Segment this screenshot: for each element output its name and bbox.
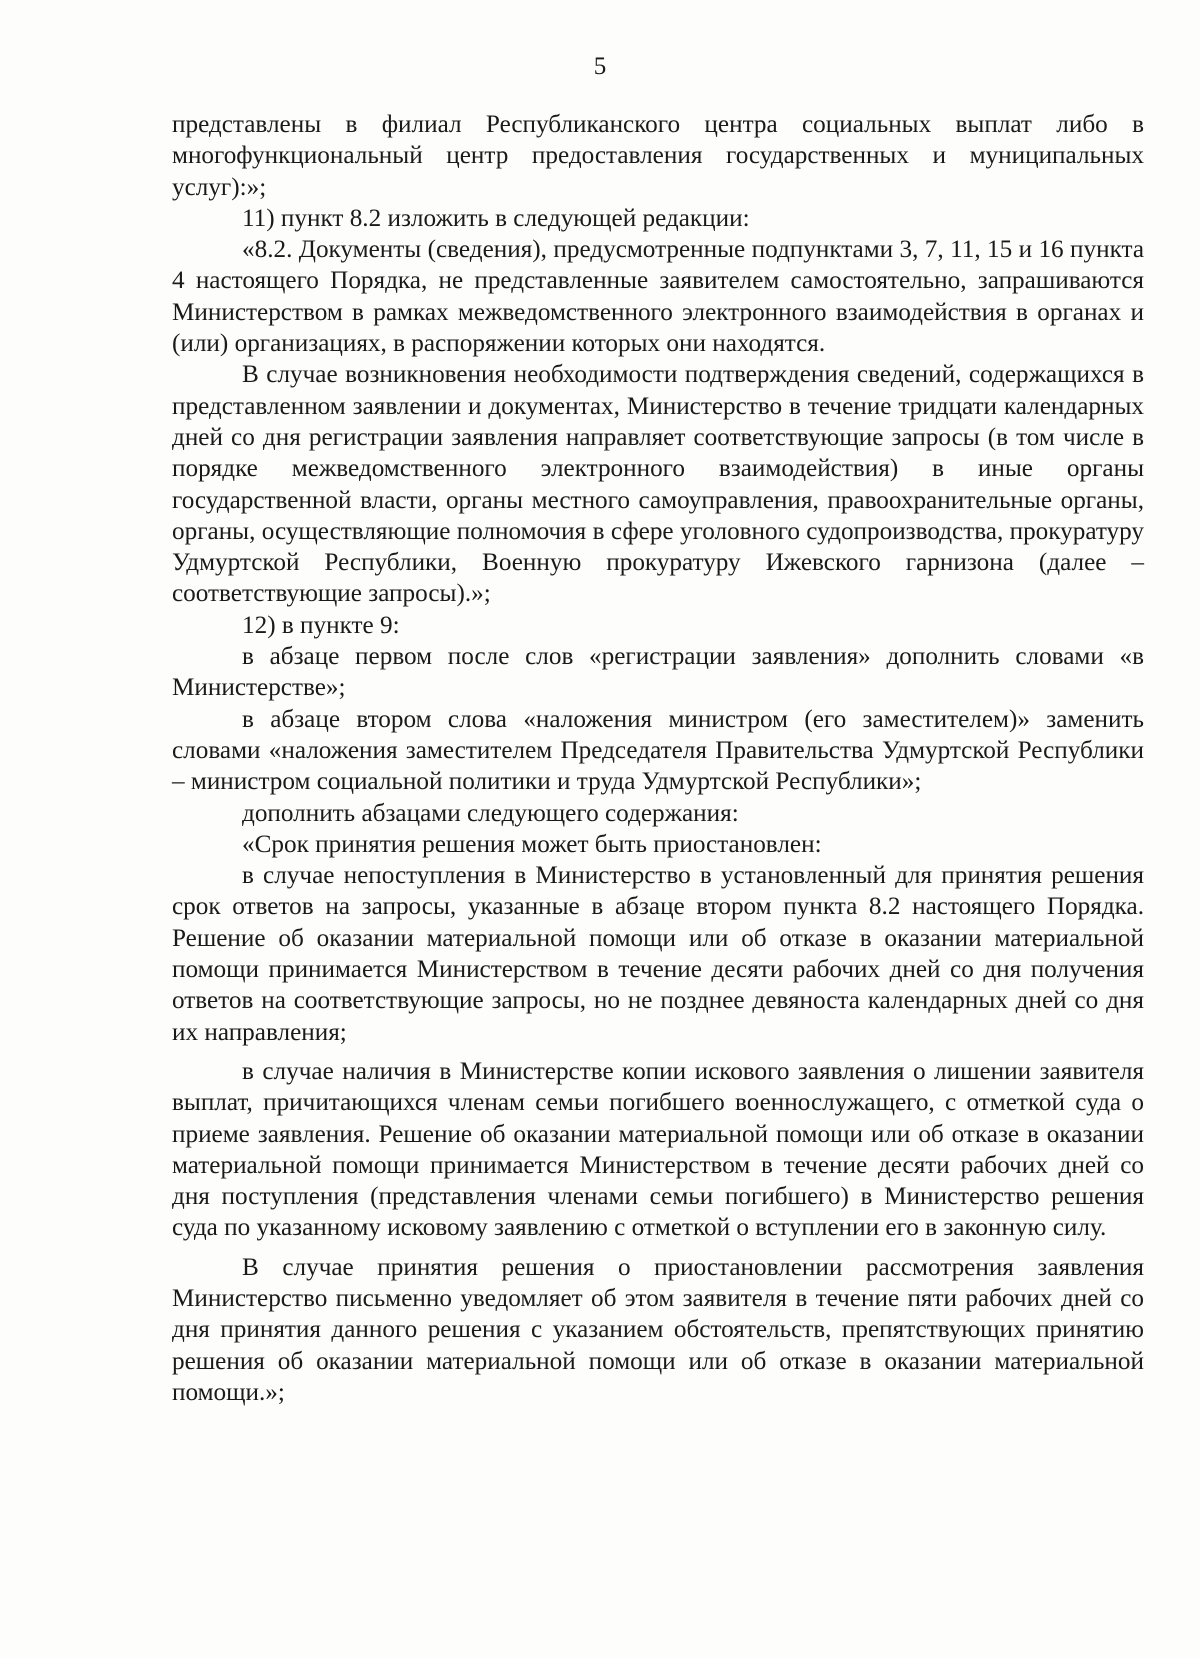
paragraph: В случае принятия решения о приостановлении рассмотрения заявления Министерство письменно уведомляет об этом заявителя в течение пяти рабочих дней со дня принятия данного решения с указанием обстоятельств, препятствующих принятию решения об оказании материальной помощи или об отказе в оказании материальной помощи.»; xyxy=(172,1253,1144,1406)
document-body xyxy=(172,109,1144,1408)
paragraph: представлены в филиал Республиканского центра социальных выплат либо в многофункциональный центр предоставления государственных и муниципальных услуг):»; xyxy=(172,111,1144,201)
paragraph: в абзаце первом после слов «регистрации заявления» дополнить словами «в Министерстве»; xyxy=(172,643,1144,702)
paragraph: «Срок принятия решения может быть приостановлен: xyxy=(242,830,822,858)
paragraph: в абзаце втором слова «наложения министром (его заместителем)» заменить словами «наложения заместителем Председателя Правительства Удмуртской Республики – министром социальной политики и труда Удмуртской Республики»; xyxy=(172,705,1144,796)
paragraph: в случае непоступления в Министерство в установленный для принятия решения срок ответов на запросы, указанные в абзаце втором пункта 8.2 настоящего Порядка. Решение об оказании материальной помощи или об отказе в оказании материальной помощи принимается Министерством в течение десяти рабочих дней со дня получения ответов на соответствующие запросы, но не позднее девяноста календарных дней со дня их направления; xyxy=(172,862,1144,1046)
paragraph: 11) пункт 8.2 изложить в следующей редакции: xyxy=(242,204,750,232)
paragraph: в случае наличия в Министерстве копии искового заявления о лишении заявителя выплат, причитающихся членам семьи погибшего военнослужащего, с отметкой суда о приеме заявления. Решение об оказании материальной помощи или об отказе в оказании материальной помощи принимается Министерством в течение десяти рабочих дней со дня поступления (представления членами семьи погибшего) в Министерство решения суда по указанному исковому заявлению с отметкой о вступлении его в законную силу. xyxy=(172,1057,1144,1242)
page-number: 5 xyxy=(593,53,607,80)
paragraph: дополнить абзацами следующего содержания: xyxy=(242,799,739,827)
paragraph: 12) в пункте 9: xyxy=(242,611,400,639)
paragraph: В случае возникновения необходимости подтверждения сведений, содержащихся в представленном заявлении и документах, Министерство в течение тридцати календарных дней со дня регистрации заявления направляет соответствующие запросы (в том числе в порядке межведомственного электронного взаимодействия) в иные органы государственной власти, органы местного самоуправления, правоохранительные органы, органы, осуществляющие полномочия в сфере уголовного судопроизводства, прокуратуру Удмуртской Республики, Военную прокуратуру Ижевского гарнизона (далее – соответствующие запросы).»; xyxy=(172,361,1144,608)
paragraph: «8.2. Документы (сведения), предусмотренные подпунктами 3, 7, 11, 15 и 16 пункта 4 настоящего Порядка, не представленные заявителем самостоятельно, запрашиваются Министерством в рамках межведомственного электронного взаимодействия в органах и (или) организациях, в распоряжении которых они находятся. xyxy=(172,236,1144,358)
